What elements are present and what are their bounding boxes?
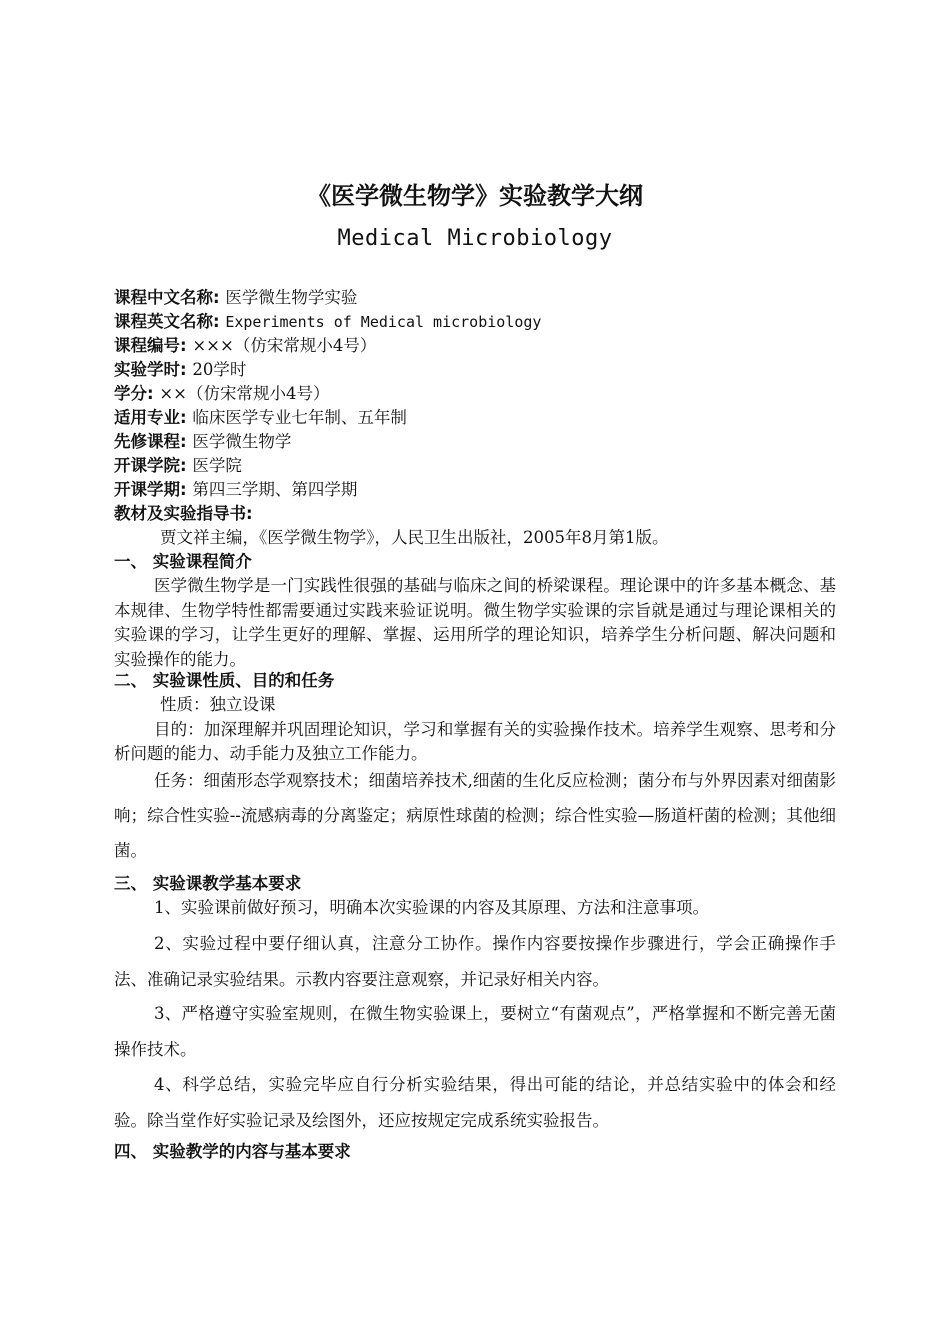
- info-label: 适用专业: [114, 408, 180, 427]
- requirement-item: 4、科学总结，实验完毕应自行分析实验结果，得出可能的结论，并总结实验中的体会和经验。除当堂作好实验记录及绘图外，还应按规定完成系统实验报告。: [114, 1075, 836, 1130]
- requirement-item: 1、实验课前做好预习，明确本次实验课的内容及其原理、方法和注意事项。: [154, 898, 709, 917]
- document-subtitle: Medical Microbiology: [337, 226, 613, 251]
- section-heading: 二、 实验课性质、目的和任务: [114, 671, 335, 690]
- section-heading: 四、 实验教学的内容与基本要求: [114, 1142, 351, 1161]
- section-paragraph: 医学微生物学是一门实践性很强的基础与临床之间的桥梁课程。理论课中的许多基本概念、基本规律、生物学特性都需要通过实践来验证说明。微生物学实验课的宗旨就是通过与理论课相关的实验课的学习，让学生更好的理解、掌握、运用所学的理论知识，培养学生分析问题、解决问题和实验操作的能力。: [114, 576, 836, 669]
- section-heading: 三、 实验课教学基本要求: [114, 874, 302, 893]
- info-row: 课程英文名称: Experiments of Medical microbiology: [114, 312, 542, 331]
- info-label: 先修课程: [114, 432, 180, 451]
- info-value: 20学时: [192, 360, 247, 379]
- info-value: 医学院: [192, 456, 242, 475]
- info-label: 学分: [114, 384, 147, 403]
- info-value: ×××（仿宋常规小4号）: [192, 336, 377, 355]
- section-heading: 一、 实验课程简介: [114, 552, 252, 571]
- info-row: 实验学时: 20学时: [114, 360, 247, 379]
- info-value: ××（仿宋常规小4号）: [159, 384, 330, 403]
- info-label: 开课学院: [114, 456, 180, 475]
- purpose-text: 目的：加深理解并巩固理论知识，学习和掌握有关的实验操作技术。培养学生观察、思考和分析问题的能力、动手能力及独立工作能力。: [114, 720, 836, 763]
- info-value: 第四三学期、第四学期: [192, 480, 358, 499]
- info-value: 医学微生物学: [192, 432, 292, 451]
- info-label: 开课学期: [114, 480, 180, 499]
- info-label: 课程英文名称: [114, 312, 213, 331]
- info-row: 课程编号: ×××（仿宋常规小4号）: [114, 336, 377, 355]
- info-label: 教材及实验指导书: [114, 504, 246, 523]
- info-value: 医学微生物学实验: [225, 288, 358, 307]
- info-label: 实验学时: [114, 360, 180, 379]
- info-row: 学分: ××（仿宋常规小4号）: [114, 384, 330, 403]
- info-value: 临床医学专业七年制、五年制: [192, 408, 407, 427]
- textbook-entry: 贾文祥主编，《医学微生物学》，人民卫生出版社，2005年8月第1版。: [160, 528, 669, 547]
- document-title: 《医学微生物学》实验教学大纲: [307, 182, 643, 210]
- nature-text: 性质：独立设课: [160, 695, 276, 714]
- info-label: 课程编号: [114, 336, 180, 355]
- info-value: Experiments of Medical microbiology: [225, 313, 542, 331]
- task-text: 任务：细菌形态学观察技术；细菌培养技术,细菌的生化反应检测；菌分布与外界因素对细菌影响；综合性实验--流感病毒的分离鉴定；病原性球菌的检测；综合性实验—肠道杆菌的检测；其他细菌。: [114, 771, 836, 860]
- requirement-item: 3、严格遵守实验室规则，在微生物实验课上，要树立“有菌观点”，严格掌握和不断完善无菌操作技术。: [114, 1004, 836, 1059]
- info-row: 先修课程: 医学微生物学: [114, 432, 292, 451]
- info-row: 教材及实验指导书:: [114, 504, 253, 523]
- info-row: 课程中文名称: 医学微生物学实验: [114, 288, 358, 307]
- info-row: 开课学期: 第四三学期、第四学期: [114, 480, 358, 499]
- requirement-item: 2、实验过程中要仔细认真，注意分工协作。操作内容要按操作步骤进行，学会正确操作手法、准确记录实验结果。示教内容要注意观察，并记录好相关内容。: [114, 934, 836, 989]
- info-row: 开课学院: 医学院: [114, 456, 242, 475]
- info-row: 适用专业: 临床医学专业七年制、五年制: [114, 408, 407, 427]
- info-label: 课程中文名称: [114, 288, 213, 307]
